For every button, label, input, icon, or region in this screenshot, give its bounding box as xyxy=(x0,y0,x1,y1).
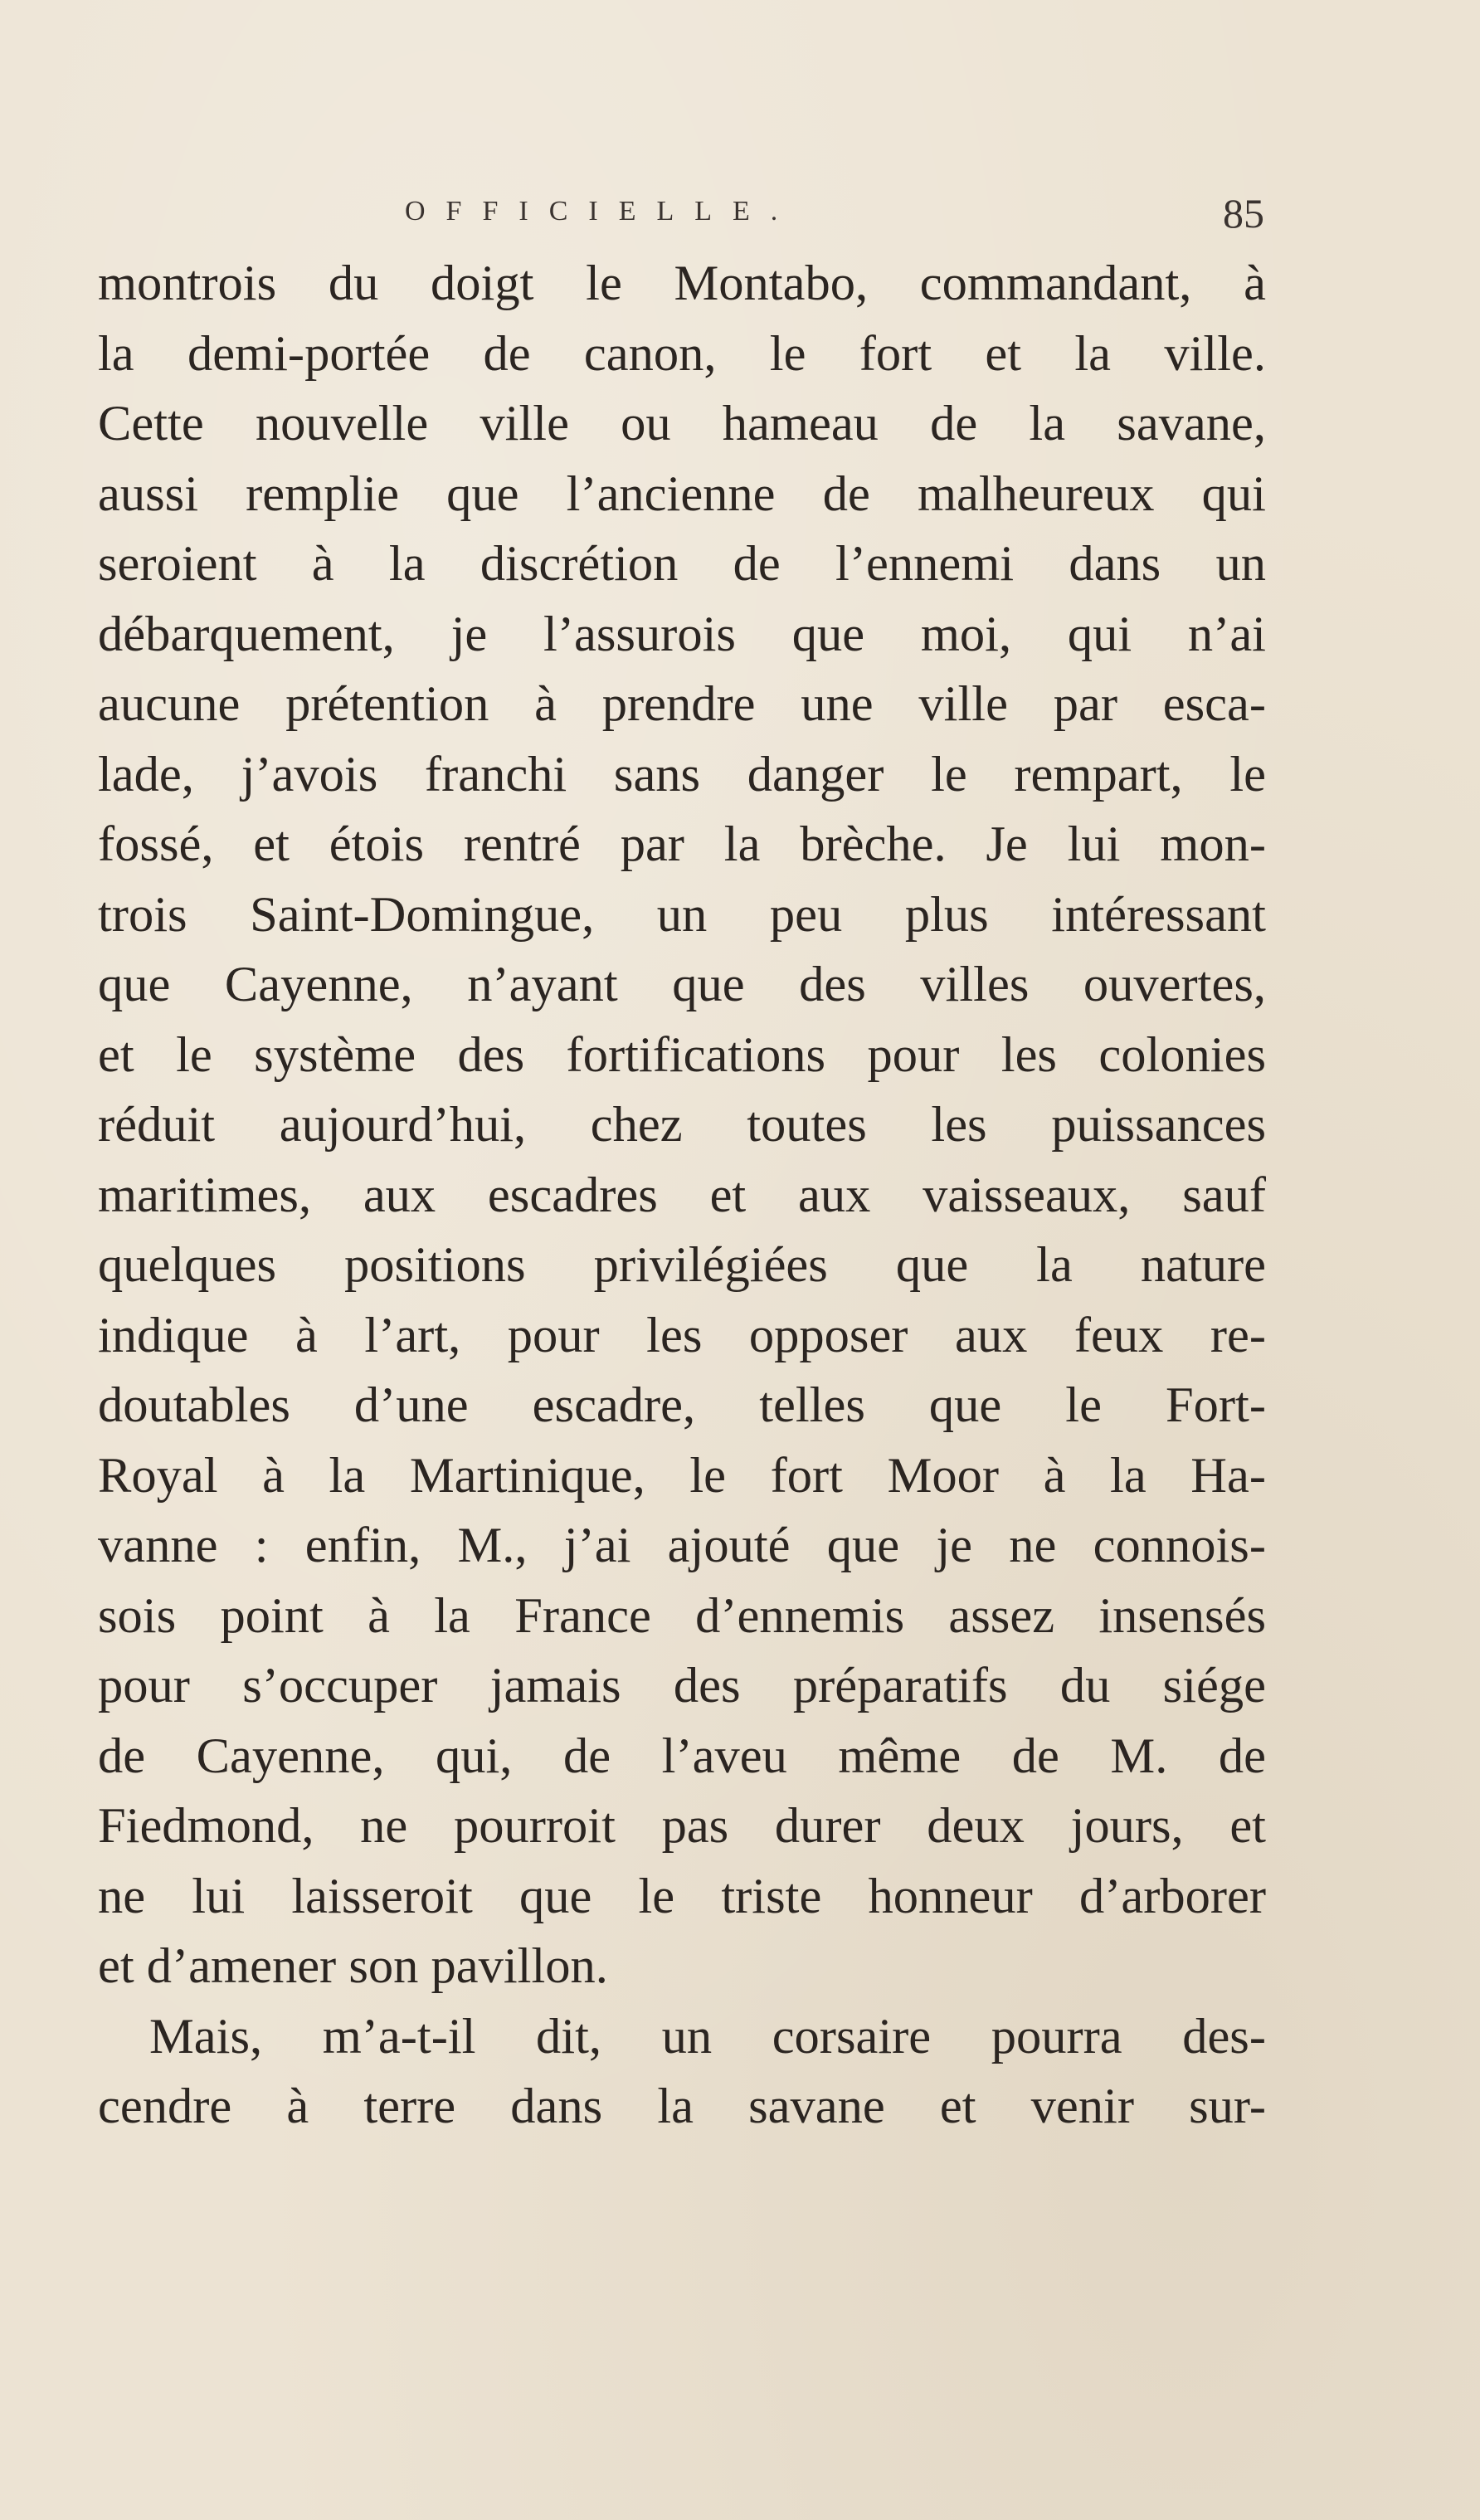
text-line: maritimes, aux escadres et aux vaisseaux, sauf xyxy=(98,1167,1266,1223)
text-line: aussi remplie que l’ancienne de malheureux qui xyxy=(98,465,1266,522)
text-line: doutables d’une escadre, telles que le Fort- xyxy=(98,1377,1266,1433)
text-line: vanne : enfin, M., j’ai ajouté que je ne connois- xyxy=(98,1518,1266,1573)
text-line: trois Saint-Domingue, un peu plus intéressant xyxy=(98,886,1266,943)
text-line: Cette nouvelle ville ou hameau de la savane, xyxy=(98,396,1266,451)
text-line: aucune prétention à prendre une ville par esca- xyxy=(98,676,1266,732)
text-line: débarquement, je l’assurois que moi, qui n’ai xyxy=(98,606,1266,662)
text-line: et d’amener son pavillon. xyxy=(98,1938,608,1994)
page-header xyxy=(98,189,1264,239)
page-number: 85 xyxy=(1223,190,1264,236)
paragraph-1 xyxy=(98,249,1266,2002)
body-text xyxy=(98,249,1266,2142)
text-line: de Cayenne, qui, de l’aveu même de M. de xyxy=(98,1728,1266,1784)
text-line: indique à l’art, pour les opposer aux feux re- xyxy=(98,1307,1266,1363)
text-line: seroient à la discrétion de l’ennemi dans un xyxy=(98,536,1266,592)
text-line: Royal à la Martinique, le fort Moor à la Ha- xyxy=(98,1447,1266,1504)
text-line: que Cayenne, n’ayant que des villes ouvertes, xyxy=(98,957,1266,1012)
text-line: pour s’occuper jamais des préparatifs du siége xyxy=(98,1658,1266,1713)
text-line: Mais, m’a-t-il dit, un corsaire pourra des- xyxy=(149,2008,1266,2064)
paragraph-2 xyxy=(98,2002,1266,2142)
text-line: la demi-portée de canon, le fort et la ville. xyxy=(98,325,1266,382)
text-line: fossé, et étois rentré par la brèche. Je lui mon- xyxy=(98,816,1266,872)
text-line: lade, j’avois franchi sans danger le rempart, le xyxy=(98,746,1266,802)
text-line: montrois du doigt le Montabo, commandant, à xyxy=(98,256,1266,311)
text-line: cendre à terre dans la savane et venir sur- xyxy=(98,2079,1266,2134)
text-line: ne lui laisseroit que le triste honneur d’arborer xyxy=(98,1868,1266,1924)
text-line: réduit aujourd’hui, chez toutes les puissances xyxy=(98,1097,1266,1153)
text-line: Fiedmond, ne pourroit pas durer deux jours, et xyxy=(98,1798,1266,1854)
text-line: quelques positions privilégiées que la nature xyxy=(98,1237,1266,1293)
text-line: et le système des fortifications pour les colonies xyxy=(98,1026,1266,1083)
running-title: OFFICIELLE. xyxy=(405,196,799,227)
text-line: sois point à la France d’ennemis assez insensés xyxy=(98,1587,1266,1644)
